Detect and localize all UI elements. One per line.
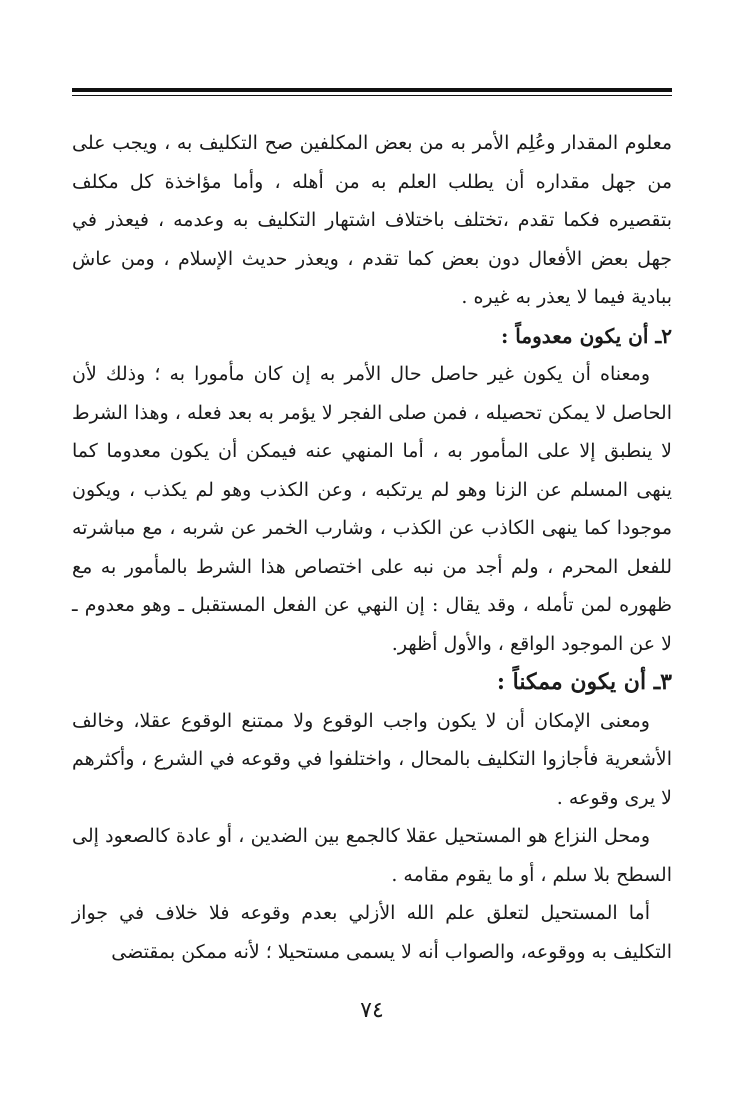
heading-condition-3: ٣ـ أن يكون ممكناً :	[496, 669, 672, 695]
header-rule-thin	[72, 95, 672, 96]
paragraph-2: ومعناه أن يكون غير حاصل حال الأمر به إن كان مأمورا به ؛ وذلك لأن الحاصل لا يمكن تحصيله ، فمن صلى الفجر لا يؤمر به بعد فعله ، وهذا الشرط لا ينطبق إلا على المأمور به ، أما المنهي عنه فيمكن أن يكون معدوما كما ينهى المسلم عن الزنا وهو لم يرتكبه ، وعن الكذب وهو لم يكذب ، ويكون موجودا كما ينهى الكاذب عن الكذب ، وشارب الخمر عن شربه ، مع مباشرته للفعل المحرم ، ولم أجد من نبه على اختصاص هذا الشرط بالمأمور به مع ظهوره لمن تأمله ، وقد يقال : إن النهي عن الفعل المستقبل ـ وهو معدوم ـ لا عن الموجود الواقع ، والأول أظهر.	[72, 363, 672, 655]
page-body	[72, 124, 672, 971]
heading-condition-2: ٢ـ أن يكون معدوماً :	[500, 323, 672, 348]
paragraph-1: معلوم المقدار وعُلِم الأمر به من بعض المكلفين صح التكليف به ، ويجب على من جهل مقداره أن يطلب العلم به من أهله ، وأما مؤاخذة كل مكلف بتقصيره فكما تقدم ،تختلف باختلاف اشتهار التكليف به وعدمه ، فيعذر في جهل بعض الأفعال دون بعض كما تقدم ، ويعذر حديث الإسلام ، ومن عاش ببادية فيما لا يعذر به غيره .	[72, 132, 672, 308]
page-number: ٧٤	[360, 998, 384, 1023]
book-page	[72, 0, 672, 1103]
paragraph-4: ومحل النزاع هو المستحيل عقلا كالجمع بين الضدين ، أو عادة كالصعود إلى السطح بلا سلم ، أو ما يقوم مقامه .	[72, 825, 672, 886]
paragraph-3: ومعنى الإمكان أن لا يكون واجب الوقوع ولا ممتنع الوقوع عقلا، وخالف الأشعرية فأجازوا التكليف بالمحال ، واختلفوا في وقوعه في الشرع ، وأكثرهم لا يرى وقوعه .	[72, 709, 672, 809]
header-rule-thick	[72, 88, 672, 92]
paragraph-5: أما المستحيل لتعلق علم الله الأزلي بعدم وقوعه فلا خلاف في جواز التكليف به ووقوعه، والصواب أنه لا يسمى مستحيلا ؛ لأنه ممكن بمقتضى	[72, 902, 672, 963]
